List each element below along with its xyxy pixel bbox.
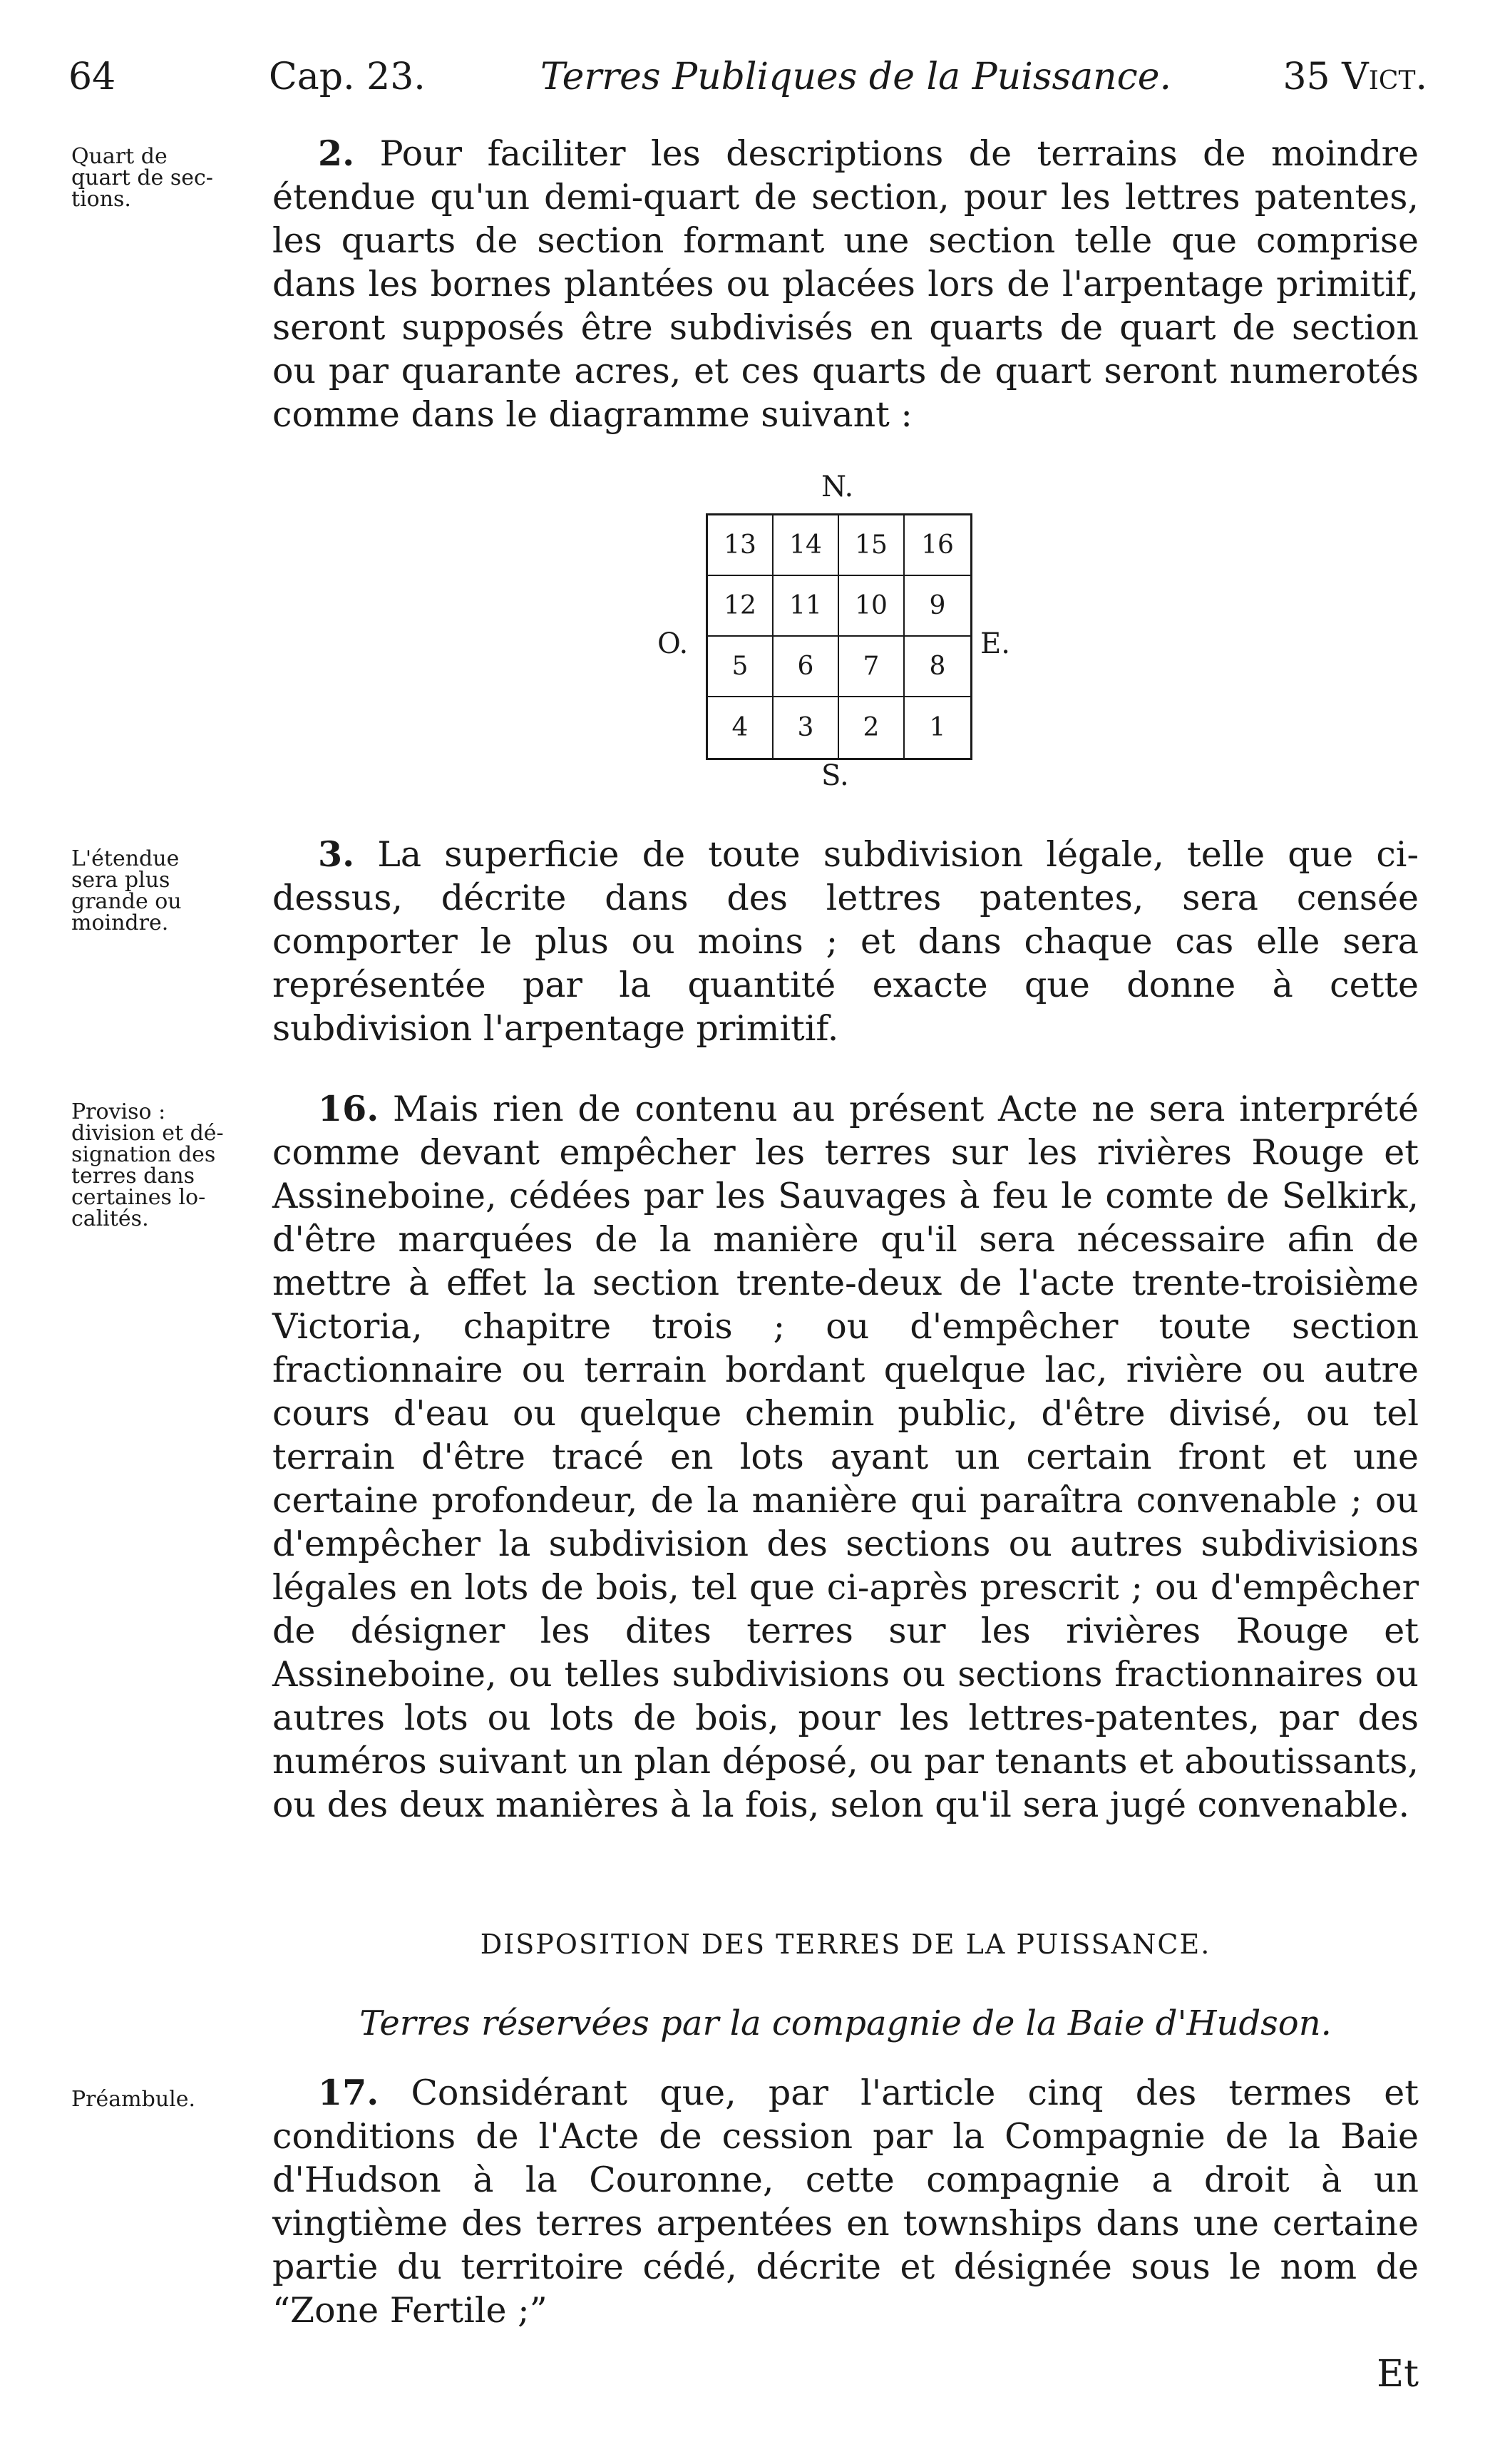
compass-east: E. [980, 627, 1010, 660]
regnal-year: 35 Vict. [1283, 56, 1427, 98]
section-2-text: Pour faciliter les descriptions de terrains de moindre étendue qu'un demi-quart de section, pour les lettres patentes, les quarts de section formant une section telle que comprise dans les bornes plantées ou placées lors de l'arpentage primitif, seront supposés être subdivisés en quarts de quart de section ou par quarante acres, et ces quarts de quart seront numerotés comme dans le diagramme suivant : [272, 133, 1419, 435]
subdivision-grid [706, 513, 972, 760]
section-3-number: 3. [318, 833, 355, 875]
margin-note-etendue: L'étendue sera plus grande ou moindre. [71, 846, 182, 935]
compass-south: S. [821, 759, 849, 792]
section-16-text: Mais rien de contenu au présent Acte ne sera interprété comme devant empêcher les terres sur les rivières Rouge et Assineboine, cédées par les Sauvages à feu le comte de Selkirk, d'être marquées de la manière qu'il sera nécessaire afin de mettre à effet la section trente-deux de l'acte trente-troisième Victoria, chapitre trois ; ou d'empêcher toute section fractionnaire ou terrain bordant quelque lac, rivière ou autre cours d'eau ou quelque chemin public, d'être divisé, ou tel terrain d'être tracé en lots ayant un certain front et une certaine profondeur, de la manière qui paraîtra convenable ; ou d'empêcher la subdivision des sections ou autres subdivisions légales en lots de bois, tel que ci-après prescrit ; ou d'empêcher de désigner les dites terres sur les rivières Rouge et Assineboine, ou telles subdivisions ou sections fractionnaires ou autres lots ou lots de bois, pour les lettres-patentes, par des numéros suivant un plan déposé, ou par tenants et aboutissants, ou des deux manières à la fois, selon qu'il sera jugé convenable. [272, 1089, 1419, 1825]
grid-cell: 7 [839, 637, 905, 697]
grid-cell: 10 [839, 576, 905, 637]
margin-note-quart: Quart de quart de sec- tions. [71, 144, 213, 212]
section-17 [272, 2071, 1419, 2332]
grid-cell: 16 [905, 515, 970, 576]
grid-cell: 9 [905, 576, 970, 637]
catchword: Et [1377, 2353, 1419, 2396]
section-17-text: Considérant que, par l'article cinq des termes et conditions de l'Acte de cession par la Compagnie de la Baie d'Hudson à la Couronne, cette compagnie a droit à un vingtième des terres arpentées en townships dans une certaine partie du territoire cédé, décrite et désignée sous le nom de “Zone Fertile ;” [272, 2073, 1419, 2331]
grid-cell: 15 [839, 515, 905, 576]
section-17-number: 17. [318, 2072, 379, 2113]
chapter-label: Cap. 23. [269, 56, 426, 98]
grid-cell: 13 [708, 515, 774, 576]
section-3-text: La superficie de toute subdivision légale, telle que ci-dessus, décrite dans des lettres patentes, sera censée comporter le plus ou moins ; et dans chaque cas elle sera représentée par la quantité exacte que donne à cette subdivision l'arpentage primitif. [272, 834, 1419, 1049]
grid-cell: 4 [708, 697, 774, 758]
grid-cell: 12 [708, 576, 774, 637]
margin-note-proviso: Proviso : division et dé- signation des terres dans certaines lo- calités. [71, 1099, 224, 1231]
running-title: Terres Publiques de la Puissance. [540, 56, 1172, 98]
grid-cell: 6 [774, 637, 839, 697]
section-2 [272, 132, 1419, 436]
section-16-number: 16. [318, 1088, 379, 1129]
compass-north: N. [821, 471, 854, 503]
section-16 [272, 1087, 1419, 1827]
margin-note-preambule: Préambule. [71, 2087, 196, 2112]
grid-cell: 2 [839, 697, 905, 758]
grid-cell: 1 [929, 713, 946, 742]
grid-cell: 8 [905, 637, 970, 697]
grid-cell: 5 [708, 637, 774, 697]
subsection-heading: Terres réservées par la compagnie de la Baie d'Hudson. [359, 2003, 1332, 2043]
grid-cell: 11 [774, 576, 839, 637]
section-3 [272, 833, 1419, 1050]
grid-cell: 3 [774, 697, 839, 758]
page-number: 64 [68, 56, 116, 98]
section-heading: DISPOSITION DES TERRES DE LA PUISSANCE. [480, 1929, 1211, 1960]
grid-cell: 14 [774, 515, 839, 576]
compass-west: O. [657, 627, 689, 660]
subdivision-diagram [627, 471, 1027, 799]
running-header [68, 56, 1427, 106]
section-2-number: 2. [318, 133, 355, 174]
